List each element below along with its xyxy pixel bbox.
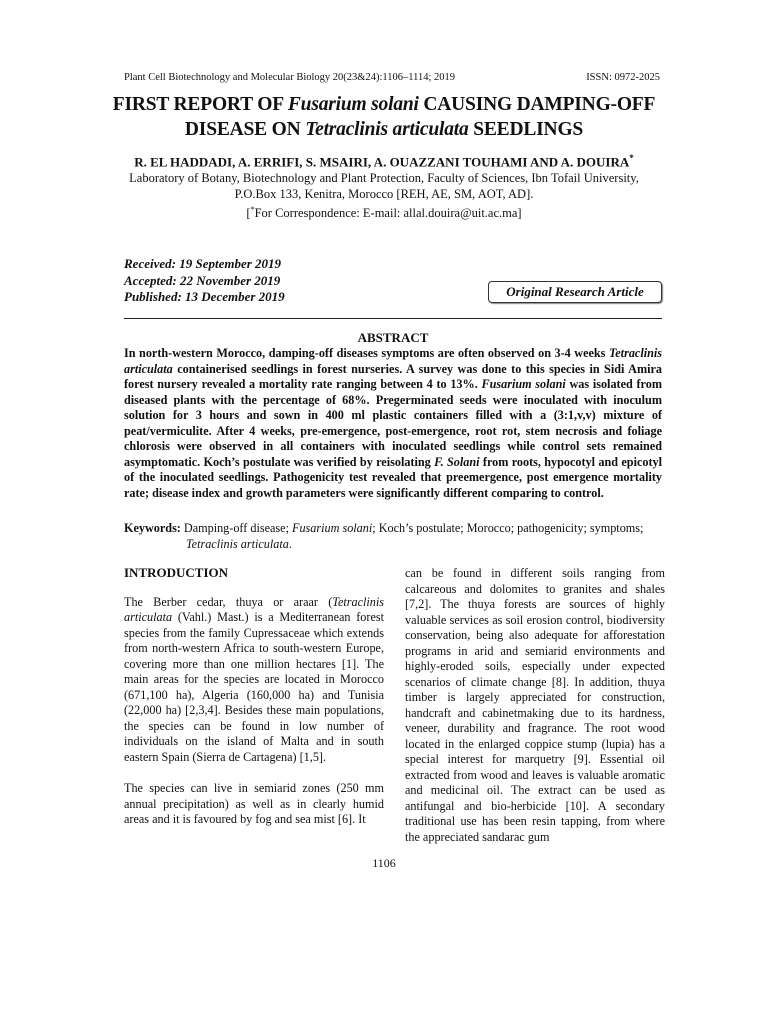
intro-paragraph-1: The Berber cedar, thuya or araar (Tetraclinis articulata (Vahl.) Mast.) is a Mediterranean forest species from the family Cupressaceae which extends from north-western Africa to south-western Europe, covering more than one million hectares [1]. The main areas for the species are located in Morocco (671,100 ha), Algeria (160,000 ha) and Tunisia (22,000 ha) [2,3,4]. Besides these main populations, the species can be found in low number of individuals on the island of Malta and in south eastern Spain (Sierra de Cartagena) [1,5]. xyxy=(124,594,384,764)
issn: ISSN: 0972-2025 xyxy=(586,72,660,83)
publication-dates xyxy=(124,256,285,306)
keywords: Keywords: Damping-off disease; Fusarium solani; Koch’s postulate; Morocco; pathogenicity; symptoms; Tetraclinis articulata. xyxy=(124,521,644,551)
author-list: R. EL HADDADI, A. ERRIFI, S. MSAIRI, A. OUAZZANI TOUHAMI AND A. DOUIRA* xyxy=(134,153,634,170)
abstract-text: In north-western Morocco, damping-off diseases symptoms are often observed on 3-4 weeks Tetraclinis articulata containerised seedlings in forest nurseries. A survey was done to this species in Sidi Amira forest nursery revealed a mortality rate ranging between 4 to 13%. Fusarium solani was isolated from diseased plants with the percentage of 68%. Pregerminated seeds were inoculated with inoculum solution for 3 hours and sown in 400 ml plastic containers filled with a (3:1,v,v) mixture of peat/vermiculite. After 4 weeks, pre-emergence, post-emergence, root rot, stem necrosis and foliage chlorosis were observed in all containers with inoculated seedlings while control sets remained asymptomatic. Koch’s postulate was verified by reisolating F. Solani from roots, hypocotyl and epicotyl of the inoculated seedlings. Pathogenicity test revealed that preemergence, post emergence mortality rate; disease index and growth parameters were significantly different comparing to control. xyxy=(124,346,662,500)
received-date: Received: 19 September 2019 xyxy=(124,256,282,271)
intro-paragraph-2: The species can live in semiarid zones (250 mm annual precipitation) as well as in clearly humid areas and it is favoured by fog and sea mist [6]. It xyxy=(124,781,384,826)
running-header xyxy=(124,72,660,83)
page-number: 1106 xyxy=(372,856,396,870)
left-column xyxy=(124,565,384,828)
keywords-label: Keywords: xyxy=(124,521,181,535)
published-date: Published: 13 December 2019 xyxy=(124,289,285,304)
journal-citation: Plant Cell Biotechnology and Molecular Biology 20(23&24):1106–1114; 2019 xyxy=(124,72,456,83)
paper-title: FIRST REPORT OF Fusarium solani CAUSING DAMPING-OFF DISEASE ON Tetraclinis articulata SEEDLINGS xyxy=(112,94,656,140)
right-column xyxy=(405,566,665,845)
abstract-heading: ABSTRACT xyxy=(357,330,429,345)
intro-paragraph-3: can be found in different soils ranging from calcareous and dolomites to granites and shales [7,2]. The thuya forests are sources of highly valuable services as soil erosion control, biodiversity conservation, being also adequate for afforestation programs in arid and semiarid environments and highly-eroded soils, especially under expected scenarios of climate change [8]. In addition, thuya timber is largely appreciated for construction, handcraft and cabinetmaking due to its hardness, veneer, durability and fragrance. The root wood located in the enlarged coppice stump (lupia) has a special interest for marquetry [9]. Essential oil extracted from wood and leaves is valuable aromatic and medicinal oil. The extract can be used as antifungal and bio-herbicide [10]. A secondary traditional use has been resin tapping, from where the appreciated sandarac gum xyxy=(405,566,665,844)
introduction-heading: INTRODUCTION xyxy=(124,565,229,580)
affiliation: Laboratory of Botany, Biotechnology and Plant Protection, Faculty of Sciences, Ibn Tofail University, P.O.Box 133, Kenitra, Morocco [REH, AE, SM, AOT, AD]. [*For Correspondence: E-mail: allal.douira@uit.ac.ma] xyxy=(129,171,639,221)
article-type-badge: Original Research Article xyxy=(488,281,662,303)
divider xyxy=(124,318,662,319)
accepted-date: Accepted: 22 November 2019 xyxy=(124,272,281,288)
